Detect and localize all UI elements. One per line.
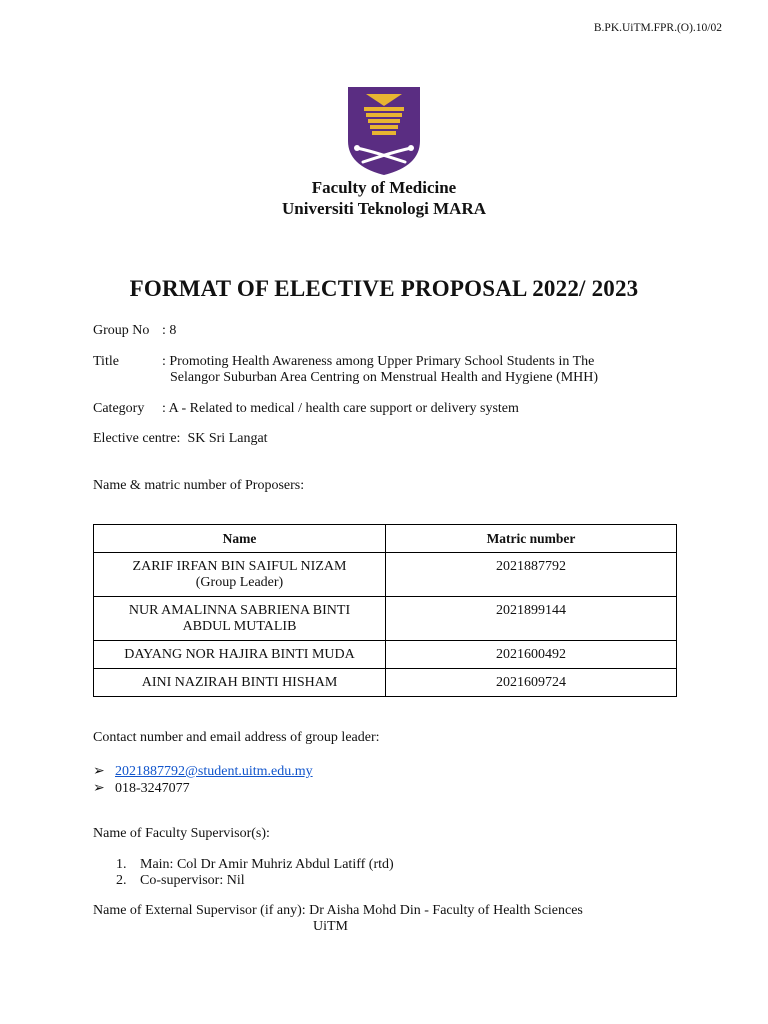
supervisor-item [116,873,245,889]
phone-number: 018-3247077 [115,781,190,796]
category-value: : A - Related to medical / health care support or delivery system [162,401,519,416]
table-header-row [94,525,677,553]
category-field [93,401,519,417]
proposer-name: ZARIF IRFAN BIN SAIFUL NIZAM [132,559,347,574]
centre-label: Elective centre: [93,431,181,446]
phone-item [93,780,190,797]
proposer-name-cell [94,641,386,669]
email-link[interactable]: 2021887792@student.uitm.edu.my [115,764,313,779]
faculty-supervisors-heading: Name of Faculty Supervisor(s): [93,826,270,841]
email-item [93,763,313,780]
title-field [93,354,594,370]
proposer-name-continued: ABDUL MUTALIB [182,619,297,634]
table-row [94,597,677,641]
external-supervisor-field [93,903,583,919]
proposers-heading: Name & matric number of Proposers: [93,478,305,493]
faculty-name: Faculty of Medicine [311,178,457,197]
proposer-name: NUR AMALINNA SABRIENA BINTI [128,603,351,618]
arrow-bullet-icon: ➢ [93,764,105,779]
title-value-line2: Selangor Suburban Area Centring on Menstrual Health and Hygiene (MHH) [170,370,599,385]
proposer-name-cell [94,553,386,597]
matric-cell: 2021887792 [386,553,677,597]
arrow-bullet-icon: ➢ [93,781,105,796]
document-code: B.PK.UiTM.FPR.(O).10/02 [593,22,722,34]
matric-cell: 2021899144 [386,597,677,641]
proposer-name: AINI NAZIRAH BINTI HISHAM [141,675,338,690]
external-supervisor-value: Dr Aisha Mohd Din - Faculty of Health Sciences [309,903,583,918]
proposer-name: DAYANG NOR HAJIRA BINTI MUDA [124,647,355,662]
matric-cell: 2021600492 [386,641,677,669]
supervisor-item [116,857,394,873]
page-title: FORMAT OF ELECTIVE PROPOSAL 2022/ 2023 [129,276,639,301]
name-column-header: Name [94,525,386,553]
proposers-table [93,524,677,697]
list-number: 1. [116,857,127,872]
proposer-note: (Group Leader) [195,575,284,590]
matric-column-header: Matric number [386,525,677,553]
title-label: Title [93,354,119,369]
table-row [94,553,677,597]
contact-heading: Contact number and email address of group leader: [93,730,380,745]
table-row [94,641,677,669]
title-value-line1: : Promoting Health Awareness among Upper Primary School Students in The [162,354,595,369]
external-supervisor-value-line2: UiTM [313,919,348,934]
category-label: Category [93,401,145,416]
supervisor-text: Co-supervisor: Nil [140,873,245,888]
elective-centre-field [93,431,268,447]
external-supervisor-label: Name of External Supervisor (if any): [93,903,306,918]
group-number-field [93,323,176,339]
proposer-name-cell [94,597,386,641]
list-number: 2. [116,873,127,888]
proposer-name-cell [94,669,386,697]
group-value: : 8 [162,323,177,338]
table-row [94,669,677,697]
supervisor-text: Main: Col Dr Amir Muhriz Abdul Latiff (rtd) [140,857,394,872]
university-name: Universiti Teknologi MARA [281,199,487,218]
uitm-crest-icon [347,86,421,176]
matric-cell: 2021609724 [386,669,677,697]
group-label: Group No [93,323,150,338]
centre-value: SK Sri Langat [187,431,268,446]
